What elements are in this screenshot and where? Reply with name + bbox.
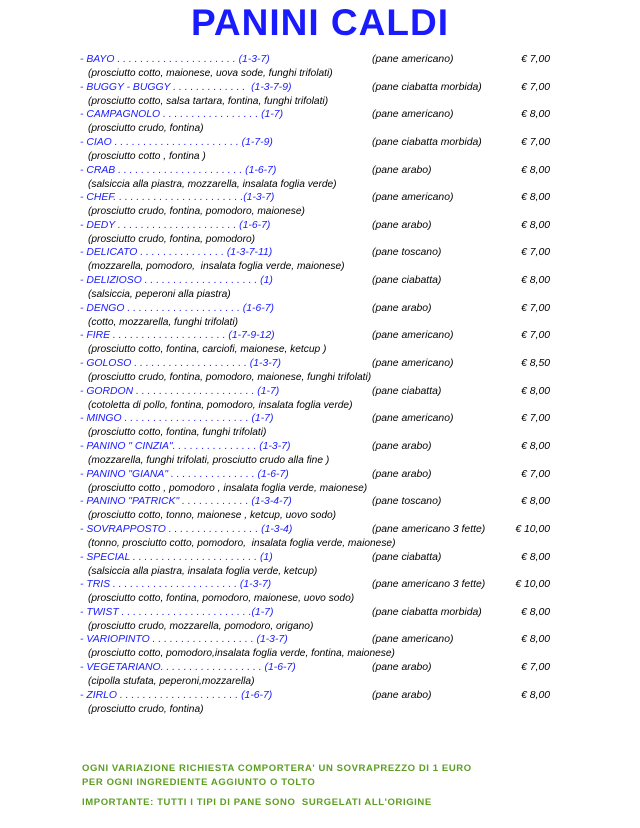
footer-note-ingredient: PER OGNI INGREDIENTE AGGIUNTO O TOLTO <box>82 777 316 788</box>
menu-item-header <box>80 303 560 317</box>
menu-item-bread: (pane americano) <box>372 109 454 121</box>
menu-item-price: € 8,00 <box>521 164 550 176</box>
menu-item-price: € 8,00 <box>521 109 550 121</box>
menu-item-name: - BUGGY - BUGGY . . . . . . . . . . . . . (1-3-7-9) <box>80 81 292 93</box>
menu-item-bread: (pane americano) <box>372 634 454 646</box>
menu-item-ingredients: (tonno, prosciutto cotto, pomodoro, insalata foglia verde, maionese) <box>88 537 396 549</box>
menu-item-bread: (pane arabo) <box>372 662 432 674</box>
menu-item-price: € 7,00 <box>521 662 550 674</box>
menu-item-header <box>80 441 560 455</box>
menu-item-ingredients: (prosciutto crudo, fontina) <box>88 703 204 715</box>
menu-item-ingredients: (salsiccia, peperoni alla piastra) <box>88 289 231 301</box>
menu-item-price: € 7,00 <box>521 136 550 148</box>
menu-item-name: - VEGETARIANO. . . . . . . . . . . . . . . . . . (1-6-7) <box>80 662 296 674</box>
menu-item-name: - SOVRAPPOSTO . . . . . . . . . . . . . . . . (1-3-4) <box>80 523 293 535</box>
menu-item-name: - DENGO . . . . . . . . . . . . . . . . . . . . (1-6-7) <box>80 302 274 314</box>
menu-item-price: € 8,00 <box>521 689 550 701</box>
menu-item <box>80 109 560 137</box>
menu-item-price: € 8,00 <box>521 496 550 508</box>
menu-item-name: - CRAB . . . . . . . . . . . . . . . . . . . . . . (1-6-7) <box>80 164 277 176</box>
menu-item-header <box>80 496 560 510</box>
menu-item <box>80 496 560 524</box>
menu-item-bread: (pane toscano) <box>372 247 442 259</box>
menu-item <box>80 165 560 193</box>
menu-item-name: - TWIST . . . . . . . . . . . . . . . . . . . . . . .(1-7) <box>80 606 274 618</box>
menu-item <box>80 54 560 82</box>
menu-item-header <box>80 524 560 538</box>
menu-item-header <box>80 137 560 151</box>
menu-item-price: € 7,00 <box>521 81 550 93</box>
menu-item-bread: (pane ciabatta) <box>372 275 442 287</box>
menu-item <box>80 82 560 110</box>
menu-item-ingredients: (mozzarella, pomodoro, insalata foglia verde, maionese) <box>88 261 345 273</box>
menu-item-price: € 10,00 <box>515 579 550 591</box>
menu-item-name: - CHEF. . . . . . . . . . . . . . . . . . . . . . .(1-3-7) <box>80 192 275 204</box>
menu-item-bread: (pane ciabatta morbida) <box>372 606 482 618</box>
menu-item-ingredients: (prosciutto crudo, fontina) <box>88 123 204 135</box>
menu-item-ingredients: (prosciutto cotto, fontina, funghi trifolati) <box>88 427 267 439</box>
menu-item-name: - PANINO " CINZIA". . . . . . . . . . . . . . . (1-3-7) <box>80 440 291 452</box>
menu-item-ingredients: (prosciutto crudo, mozzarella, pomodoro, origano) <box>88 620 314 632</box>
menu-item-header <box>80 386 560 400</box>
menu-item-ingredients: (prosciutto crudo, fontina, pomodoro, maionese, funghi trifolati) <box>88 372 372 384</box>
menu-item-header <box>80 413 560 427</box>
menu-item-ingredients: (prosciutto crudo, fontina, pomodoro) <box>88 233 256 245</box>
menu-item-name: - VARIOPINTO . . . . . . . . . . . . . . . . . . (1-3-7) <box>80 634 288 646</box>
menu-item <box>80 552 560 580</box>
menu-item-ingredients: (cotoletta di pollo, fontina, pomodoro, insalata foglia verde) <box>88 399 353 411</box>
menu-item-ingredients: (cipolla stufata, peperoni,mozzarella) <box>88 676 255 688</box>
menu-item <box>80 275 560 303</box>
menu-item <box>80 579 560 607</box>
menu-item-name: - CAMPAGNOLO . . . . . . . . . . . . . . . . . (1-7) <box>80 109 284 121</box>
menu-list <box>80 54 560 717</box>
menu-item-header <box>80 662 560 676</box>
menu-item-header <box>80 607 560 621</box>
menu-item-header <box>80 552 560 566</box>
menu-item-ingredients: (salsiccia alla piastra, insalata foglia verde, ketcup) <box>88 565 318 577</box>
menu-item-header <box>80 634 560 648</box>
menu-item-header <box>80 192 560 206</box>
menu-item-header <box>80 330 560 344</box>
menu-item-bread: (pane americano) <box>372 413 454 425</box>
menu-item-bread: (pane ciabatta morbida) <box>372 136 482 148</box>
menu-item-price: € 7,00 <box>521 468 550 480</box>
menu-item-header <box>80 165 560 179</box>
menu-item-ingredients: (cotto, mozzarella, funghi trifolati) <box>88 316 239 328</box>
menu-item-bread: (pane arabo) <box>372 468 432 480</box>
menu-item-ingredients: (prosciutto cotto, pomodoro,insalata foglia verde, fontina, maionese) <box>88 648 395 660</box>
menu-item-price: € 8,00 <box>521 219 550 231</box>
menu-item-ingredients: (prosciutto cotto, salsa tartara, fontina, funghi trifolati) <box>88 95 329 107</box>
menu-item-bread: (pane ciabatta) <box>372 385 442 397</box>
menu-item <box>80 330 560 358</box>
footer-note-variation: OGNI VARIAZIONE RICHIESTA COMPORTERA' UN SOVRAPREZZO DI 1 EURO <box>82 763 472 774</box>
menu-item-bread: (pane arabo) <box>372 219 432 231</box>
menu-item-name: - CIAO . . . . . . . . . . . . . . . . . . . . . . (1-7-9) <box>80 136 273 148</box>
menu-item-header <box>80 109 560 123</box>
menu-item <box>80 662 560 690</box>
menu-item-price: € 10,00 <box>515 523 550 535</box>
menu-item-price: € 7,00 <box>521 302 550 314</box>
menu-item-bread: (pane americano 3 fette) <box>372 523 486 535</box>
menu-item-price: € 8,00 <box>521 440 550 452</box>
footer-note-bread: IMPORTANTE: TUTTI I TIPI DI PANE SONO SURGELATI ALL'ORIGINE <box>82 797 432 808</box>
menu-item-bread: (pane arabo) <box>372 689 432 701</box>
menu-item-bread: (pane americano) <box>372 330 454 342</box>
menu-item-price: € 8,00 <box>521 192 550 204</box>
menu-item-ingredients: (prosciutto cotto, tonno, maionese , ketcup, uovo sodo) <box>88 510 337 522</box>
menu-item <box>80 607 560 635</box>
menu-item-name: - DEDY . . . . . . . . . . . . . . . . . . . . . (1-6-7) <box>80 219 271 231</box>
menu-item-bread: (pane americano 3 fette) <box>372 579 486 591</box>
menu-item-ingredients: (prosciutto crudo, fontina, pomodoro, maionese) <box>88 206 305 218</box>
menu-item-price: € 7,00 <box>521 247 550 259</box>
menu-item-name: - DELICATO . . . . . . . . . . . . . . . (1-3-7-11) <box>80 247 273 259</box>
menu-item-ingredients: (prosciutto cotto , fontina ) <box>88 150 206 162</box>
menu-item-ingredients: (prosciutto cotto, fontina, pomodoro, maionese, uovo sodo) <box>88 593 355 605</box>
menu-item-header <box>80 690 560 704</box>
menu-item-ingredients: (prosciutto cotto , pomodoro , insalata foglia verde, maionese) <box>88 482 368 494</box>
menu-item-bread: (pane ciabatta) <box>372 551 442 563</box>
menu-item-name: - TRIS . . . . . . . . . . . . . . . . . . . . . . (1-3-7) <box>80 579 272 591</box>
menu-item-price: € 7,00 <box>521 54 550 65</box>
menu-item <box>80 137 560 165</box>
menu-item <box>80 220 560 248</box>
menu-item-price: € 8,00 <box>521 551 550 563</box>
menu-item-price: € 8,00 <box>521 275 550 287</box>
menu-item-bread: (pane arabo) <box>372 302 432 314</box>
menu-item <box>80 441 560 469</box>
menu-item-name: - ZIRLO . . . . . . . . . . . . . . . . . . . . . (1-6-7) <box>80 689 273 701</box>
menu-item-price: € 8,00 <box>521 385 550 397</box>
menu-item-header <box>80 358 560 372</box>
menu-item <box>80 192 560 220</box>
page-title: PANINI CALDI <box>191 2 449 43</box>
menu-item-header <box>80 469 560 483</box>
menu-item-bread: (pane toscano) <box>372 496 442 508</box>
menu-item-name: - PANINO "GIANA" . . . . . . . . . . . . . . . (1-6-7) <box>80 468 289 480</box>
menu-item-name: - GOLOSO . . . . . . . . . . . . . . . . . . . . (1-3-7) <box>80 358 281 370</box>
menu-item-header <box>80 82 560 96</box>
menu-item-header <box>80 247 560 261</box>
menu-item-ingredients: (prosciutto cotto, fontina, carciofi, maionese, ketcup ) <box>88 344 327 356</box>
menu-item <box>80 247 560 275</box>
menu-item-header <box>80 220 560 234</box>
menu-item <box>80 413 560 441</box>
menu-item <box>80 358 560 386</box>
menu-item-name: - BAYO . . . . . . . . . . . . . . . . . . . . . (1-3-7) <box>80 54 270 65</box>
menu-item-bread: (pane ciabatta morbida) <box>372 81 482 93</box>
menu-item-header <box>80 275 560 289</box>
menu-item-name: - PANINO "PATRICK" . . . . . . . . . . . . (1-3-4-7) <box>80 496 292 508</box>
menu-item <box>80 469 560 497</box>
menu-item-ingredients: (salsiccia alla piastra, mozzarella, insalata foglia verde) <box>88 178 337 190</box>
menu-item-ingredients: (mozzarella, funghi trifolati, prosciutto crudo alla fine ) <box>88 454 330 466</box>
menu-item <box>80 634 560 662</box>
menu-item-price: € 7,00 <box>521 413 550 425</box>
menu-item-header <box>80 579 560 593</box>
menu-item-bread: (pane americano) <box>372 192 454 204</box>
menu-item-price: € 8,00 <box>521 634 550 646</box>
menu-item-name: - SPECIAL . . . . . . . . . . . . . . . . . . . . . . (1) <box>80 551 273 563</box>
menu-item <box>80 524 560 552</box>
menu-item-name: - GORDON . . . . . . . . . . . . . . . . . . . . . (1-7) <box>80 385 280 397</box>
menu-item <box>80 303 560 331</box>
menu-item-name: - DELIZIOSO . . . . . . . . . . . . . . . . . . . . (1) <box>80 275 273 287</box>
menu-item-bread: (pane arabo) <box>372 164 432 176</box>
menu-item-price: € 8,00 <box>521 606 550 618</box>
menu-item-price: € 7,00 <box>521 330 550 342</box>
menu-item-name: - MINGO . . . . . . . . . . . . . . . . . . . . . . (1-7) <box>80 413 274 425</box>
menu-item-ingredients: (prosciutto cotto, maionese, uova sode, funghi trifolati) <box>88 68 333 79</box>
menu-item-bread: (pane americano) <box>372 358 454 370</box>
menu-item-price: € 8,50 <box>521 358 550 370</box>
menu-item <box>80 690 560 718</box>
menu-item-name: - FIRE . . . . . . . . . . . . . . . . . . . . (1-7-9-12) <box>80 330 275 342</box>
menu-item <box>80 386 560 414</box>
menu-item-bread: (pane americano) <box>372 54 454 65</box>
menu-item-bread: (pane arabo) <box>372 440 432 452</box>
menu-item-header <box>80 54 560 68</box>
